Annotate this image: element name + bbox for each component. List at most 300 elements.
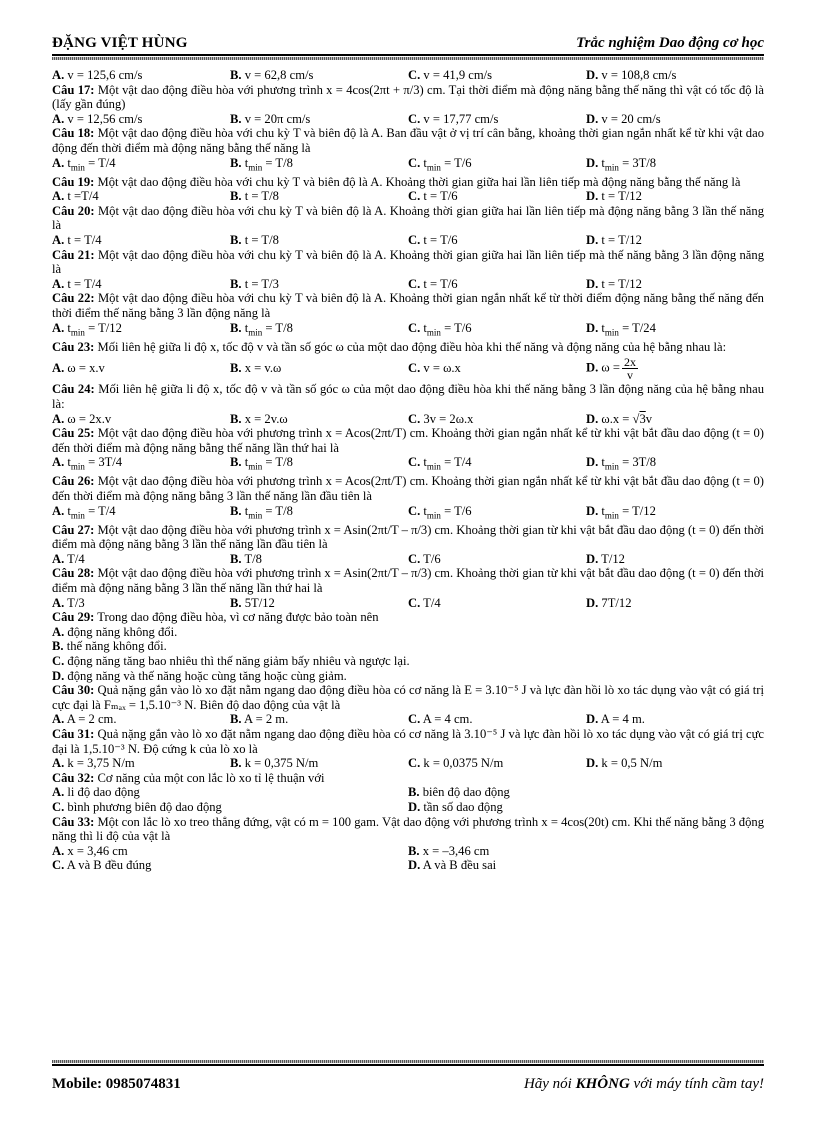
answer-row (52, 277, 764, 292)
option-text: T/3 (67, 595, 85, 610)
question-text: Mối liên hệ giữa li độ x, tốc độ v và tần số góc ω của một dao động điều hòa khi thế năng và động năng của hệ bằng nhau là: (97, 339, 727, 354)
option-text: t (67, 155, 71, 170)
option-text: tần số dao động (423, 799, 503, 814)
question-stem (52, 83, 764, 112)
option-text: v = 125,6 cm/s (67, 68, 143, 82)
option-subscript: min (70, 162, 85, 173)
question-stem (52, 340, 764, 355)
answer-option (230, 455, 408, 474)
option-text: ω.x = √ (601, 411, 640, 426)
option-radicand: 3 (639, 411, 646, 426)
answer-row (52, 189, 764, 204)
option-tail: = T/6 (440, 320, 472, 335)
option-letter: B. (230, 155, 242, 170)
answer-option (52, 552, 230, 567)
answer-option (586, 356, 764, 381)
answer-row (52, 455, 764, 474)
question-stem (52, 382, 764, 411)
answer-row (52, 68, 764, 83)
question-block (52, 610, 764, 683)
option-text: v = 20π cm/s (244, 111, 311, 126)
option-letter: B. (230, 595, 242, 610)
answer-option (586, 233, 764, 248)
option-fraction (622, 356, 638, 381)
answer-option (408, 189, 586, 204)
option-subscript: min (248, 510, 263, 521)
option-text: t = T/4 (67, 276, 102, 291)
option-letter: D. (586, 551, 599, 566)
option-letter: A. (52, 843, 65, 858)
question-block (52, 68, 764, 83)
option-letter: D. (586, 503, 599, 518)
question-block (52, 523, 764, 567)
question-block (52, 382, 764, 426)
answer-option (230, 233, 408, 248)
footer-rule (52, 1064, 764, 1066)
question-stem (52, 474, 764, 503)
question-number: Câu 22: (52, 291, 95, 306)
question-block (52, 340, 764, 383)
answer-option (408, 712, 586, 727)
question-block (52, 291, 764, 339)
option-subscript: min (426, 327, 441, 338)
option-text: t = T/6 (423, 189, 458, 204)
option-text: v = 108,8 cm/s (601, 68, 677, 82)
option-letter: C. (408, 503, 421, 518)
question-text: Một vật dao động điều hòa với phương trình x = Acos(2πt/T) cm. Khoảng thời gian ngắn nhất kể từ khi vật bắt đầu dao động (t = 0) đến thời điểm mà động năng bằng 3 lần thế năng lần đầu tiên là (52, 474, 764, 503)
answer-option (408, 800, 764, 815)
question-stem (52, 566, 764, 595)
option-letter: B. (230, 233, 242, 248)
fraction-denominator: v (626, 367, 633, 382)
question-stem (52, 426, 764, 455)
answer-option (52, 712, 230, 727)
answer-row (52, 156, 764, 175)
option-text: A và B đều sai (422, 858, 497, 873)
option-letter: D. (586, 68, 599, 82)
answer-option (586, 756, 764, 771)
option-letter: B. (230, 111, 242, 126)
option-subscript: min (604, 510, 619, 521)
option-letter: C. (408, 189, 421, 204)
question-number: Câu 32: (52, 770, 95, 785)
answer-option (52, 844, 408, 859)
question-block (52, 83, 764, 127)
question-text: Một vật dao động điều hòa với chu kỳ T và biên độ là A. Khoảng thời gian giữa hai lần liên tiếp mà thế năng bằng 3 lần động năng là (52, 247, 764, 277)
option-text: A = 4 cm. (422, 712, 473, 727)
option-tail: = T/8 (262, 155, 293, 170)
option-letter: D. (586, 595, 599, 610)
option-text: t = T/12 (601, 233, 642, 248)
question-block (52, 683, 764, 727)
option-letter: A. (52, 111, 65, 126)
answer-row (52, 354, 764, 382)
option-text: x = v.ω (244, 361, 282, 376)
option-subscript: min (604, 461, 619, 472)
option-letter: B. (230, 411, 242, 426)
option-text: t =T/4 (67, 189, 99, 204)
fraction-numerator: 2x (623, 354, 636, 369)
question-number: Câu 17: (52, 82, 95, 97)
option-letter: B. (52, 639, 64, 654)
option-text: t (244, 503, 249, 518)
question-stem (52, 126, 764, 155)
option-text: T/8 (244, 551, 262, 566)
option-tail: = T/4 (440, 455, 472, 470)
answer-option (230, 756, 408, 771)
option-letter: A. (52, 503, 65, 518)
option-text: t (601, 155, 605, 170)
option-subscript: min (248, 162, 263, 173)
answer-row (52, 800, 764, 815)
option-letter: D. (408, 858, 421, 873)
answer-option (230, 361, 408, 376)
option-text: t (244, 455, 249, 470)
option-letter: C. (408, 155, 421, 170)
option-text: t = T/12 (601, 276, 642, 291)
answer-option (408, 156, 586, 175)
answer-option (230, 596, 408, 611)
option-letter: D. (586, 276, 599, 291)
answer-option (586, 412, 764, 427)
question-block (52, 815, 764, 873)
answer-option (408, 321, 586, 340)
question-text: Một vật dao động điều hòa với phương trình x = Acos(2πt/T) cm. Khoảng thời gian ngắn nhất kể từ khi vật bắt đầu dao động (t = 0) đến thời điểm mà động năng bằng thế năng lần thứ hai là (52, 426, 764, 455)
option-text: t = T/12 (601, 189, 642, 204)
option-text: v = 41,9 cm/s (423, 68, 493, 82)
option-letter: D. (586, 155, 599, 170)
option-letter: A. (52, 189, 65, 204)
option-letter: D. (586, 455, 599, 470)
answer-row (52, 321, 764, 340)
option-letter: A. (52, 712, 65, 727)
option-text: v = 12,56 cm/s (67, 111, 143, 126)
option-subscript: min (70, 327, 85, 338)
option-subscript: min (426, 162, 441, 173)
option-tail: v (645, 411, 653, 426)
answer-option (408, 361, 586, 376)
option-letter: A. (52, 361, 65, 376)
option-text: A = 2 m. (244, 712, 289, 727)
answer-option (52, 858, 408, 873)
answer-row (52, 412, 764, 427)
answer-option (52, 189, 230, 204)
option-subscript: min (70, 461, 85, 472)
answer-option (408, 504, 586, 523)
option-text: t = T/6 (423, 233, 458, 248)
answer-option (52, 277, 230, 292)
answer-row (52, 233, 764, 248)
option-text: T/12 (601, 551, 625, 566)
option-text: k = 0,375 N/m (244, 756, 319, 771)
question-number: Câu 21: (52, 247, 95, 262)
answer-row (52, 112, 764, 127)
answer-option (52, 800, 408, 815)
question-stem (52, 815, 764, 844)
option-subscript: min (248, 327, 263, 338)
question-number: Câu 28: (52, 566, 95, 581)
footer-slogan: Hãy nói KHÔNG với máy tính cầm tay! (523, 1075, 764, 1092)
answer-option (230, 68, 408, 83)
option-letter: A. (52, 785, 65, 800)
answer-row (52, 858, 764, 873)
question-text: Một vật dao động điều hòa với chu kỳ T và biên độ là A. Khoảng thời gian giữa hai lần liên tiếp mà động năng bằng 3 lần thế năng là (52, 203, 764, 233)
option-letter: B. (408, 785, 420, 800)
answer-row (52, 712, 764, 727)
question-text: Mối liên hệ giữa li độ x, tốc độ v và tần số góc ω của một dao động điều hòa khi thế năng bằng 3 lần động năng của hệ bằng nhau là: (52, 382, 764, 411)
option-text: t (244, 155, 249, 170)
answer-option (586, 68, 764, 83)
question-text: Một vật dao động điều hòa với chu kỳ T và biên độ là A. Khoảng thời gian ngắn nhất kể từ thời điểm động năng bằng thế năng đến thời điểm thế năng bằng 3 lần động năng là (52, 291, 764, 321)
answer-option (230, 189, 408, 204)
option-letter: A. (52, 624, 65, 639)
answer-option (586, 189, 764, 204)
answer-option (586, 455, 764, 474)
answer-option (230, 412, 408, 427)
answer-option (52, 756, 230, 771)
option-tail: = 3T/8 (618, 455, 657, 470)
option-text: 5T/12 (244, 595, 275, 610)
option-letter: C. (408, 551, 421, 566)
question-stem (52, 291, 764, 320)
option-letter: C. (408, 455, 421, 470)
document-subject: Trắc nghiệm Dao động cơ học (576, 35, 764, 51)
option-letter: D. (586, 712, 599, 727)
mobile-number: Mobile: 0985074831 (52, 1075, 181, 1092)
option-letter: D. (586, 189, 599, 204)
option-letter: D. (586, 320, 599, 335)
question-text: Quả nặng gắn vào lò xo đặt nằm ngang dao động điều hòa có cơ năng là 3.10⁻⁵ J và lực đàn hồi lò xo tác dụng vào vật có giá trị cực đại là 1,5.10⁻³ N. Độ cứng k của lò xo là (52, 727, 764, 756)
option-text: t = T/4 (67, 233, 102, 248)
option-tail: = 3T/8 (618, 155, 657, 170)
answer-option (230, 156, 408, 175)
option-text: t (601, 455, 605, 470)
option-text: li độ dao động (67, 785, 140, 800)
option-text: t = T/8 (244, 233, 279, 248)
option-text: ω = x.v (67, 361, 105, 376)
option-letter: B. (230, 712, 242, 727)
option-text: bình phương biên độ dao động (67, 799, 222, 814)
option-letter: D. (586, 233, 599, 248)
option-text: t (601, 503, 605, 518)
option-text: t (67, 320, 71, 335)
answer-option (230, 504, 408, 523)
option-text: t (244, 320, 249, 335)
answer-option (586, 156, 764, 175)
answer-option (52, 412, 230, 427)
option-letter: A. (52, 595, 65, 610)
option-letter: A. (52, 233, 65, 248)
option-text: A và B đều đúng (66, 858, 152, 873)
option-text: k = 3,75 N/m (67, 756, 135, 771)
option-text: k = 0,0375 N/m (423, 756, 504, 771)
answer-option (52, 455, 230, 474)
option-letter: A. (52, 155, 65, 170)
question-block (52, 248, 764, 292)
footer-hatch (52, 1060, 764, 1063)
answer-option (408, 277, 586, 292)
answer-option (408, 844, 764, 859)
question-number: Câu 25: (52, 426, 95, 441)
option-letter: B. (230, 503, 242, 518)
answer-option (230, 112, 408, 127)
answer-option (52, 68, 230, 83)
question-text: Một vật dao động điều hòa với chu kỳ T và biên độ là A. Ban đầu vật ở vị trí cân bằng, khoảng thời gian ngắn nhất kể từ khi vật dao động đến thời điểm mà động năng bằng thế năng là (52, 126, 764, 155)
question-number: Câu 30: (52, 683, 95, 698)
option-text: ω = (601, 360, 620, 375)
question-text: Một vật dao động điều hòa với phương trình x = Asin(2πt/T – π/3) cm. Khoảng thời gian từ khi vật bắt đầu dao động (t = 0) đến thời điểm mà động năng bằng 3 lần thế năng lần thứ hai là (52, 566, 764, 596)
answer-option (408, 756, 586, 771)
answer-option (586, 277, 764, 292)
question-list (52, 68, 764, 873)
question-stem (52, 204, 764, 233)
option-letter: C. (52, 799, 65, 814)
option-letter: B. (230, 320, 242, 335)
question-number: Câu 26: (52, 474, 95, 489)
answer-option (52, 639, 167, 654)
option-text: t = T/3 (244, 276, 279, 291)
question-block (52, 474, 764, 522)
option-letter: C. (52, 858, 65, 873)
option-letter: A. (52, 320, 65, 335)
answer-option (586, 504, 764, 523)
answer-option (230, 552, 408, 567)
answer-option (52, 233, 230, 248)
question-stem (52, 175, 764, 190)
option-letter: A. (52, 68, 65, 82)
option-letter: D. (586, 111, 599, 126)
option-letter: C. (408, 111, 421, 126)
option-subscript: min (248, 461, 263, 472)
question-block (52, 771, 764, 815)
option-letter: B. (230, 68, 242, 82)
option-letter: C. (408, 595, 421, 610)
question-text: Một vật dao động điều hòa với phương trình x = Asin(2πt/T – π/3) cm. Khoảng thời gian từ khi vật bắt đầu dao động (t = 0) đến thời điểm mà động năng bằng 3 lần thế năng lần đầu tiên là (52, 522, 764, 552)
question-stem (52, 683, 764, 712)
answer-option (586, 596, 764, 611)
option-letter: B. (230, 276, 242, 291)
answer-option (230, 321, 408, 340)
answer-option (408, 552, 586, 567)
option-text: x = 2v.ω (244, 411, 288, 426)
answer-option (52, 112, 230, 127)
answer-option (52, 361, 230, 376)
answer-option (52, 596, 230, 611)
option-letter: A. (52, 551, 65, 566)
option-text: t (601, 320, 605, 335)
answer-row (52, 504, 764, 523)
answer-option (586, 712, 764, 727)
answer-option (586, 112, 764, 127)
option-tail: = T/8 (262, 455, 293, 470)
answer-row (52, 552, 764, 567)
option-subscript: min (604, 162, 619, 173)
answer-option (52, 669, 347, 684)
answer-row (52, 756, 764, 771)
option-tail: = T/8 (262, 320, 293, 335)
option-text: T/6 (423, 551, 441, 566)
option-letter: C. (408, 276, 421, 291)
option-text: v = 20 cm/s (601, 111, 661, 126)
option-text: v = ω.x (423, 361, 461, 376)
option-text: t (423, 320, 427, 335)
option-letter: C. (408, 712, 421, 727)
option-text: t (423, 455, 427, 470)
option-letter: D. (52, 668, 65, 683)
option-text: 3v = 2ω.x (423, 411, 474, 426)
question-block (52, 204, 764, 248)
answer-option (52, 785, 408, 800)
option-subscript: min (70, 510, 85, 521)
option-letter: B. (230, 756, 242, 771)
option-letter: A. (52, 411, 65, 426)
option-letter: D. (586, 360, 599, 375)
answer-option (52, 654, 410, 669)
question-number: Câu 19: (52, 174, 95, 189)
answer-option (52, 321, 230, 340)
question-block (52, 175, 764, 204)
answer-row (52, 844, 764, 859)
answer-option (408, 858, 764, 873)
option-tail: = T/4 (84, 155, 116, 170)
option-tail: = T/6 (440, 503, 472, 518)
answer-option (408, 112, 586, 127)
question-stem (52, 523, 764, 552)
header-rule (52, 54, 764, 56)
option-text: k = 0,5 N/m (601, 756, 663, 771)
option-letter: B. (230, 189, 242, 204)
option-text: T/4 (423, 595, 441, 610)
question-number: Câu 23: (52, 339, 95, 354)
question-stem (52, 610, 764, 625)
answer-option (52, 504, 230, 523)
option-text: v = 62,8 cm/s (244, 68, 314, 82)
option-letter: A. (52, 276, 65, 291)
header-hatch (52, 57, 764, 60)
option-subscript: min (426, 510, 441, 521)
option-text: ω = 2x.v (67, 411, 112, 426)
option-letter: C. (408, 233, 421, 248)
answer-option (408, 785, 764, 800)
question-text: Một vật dao động điều hòa với phương trình x = 4cos(2πt + π/3) cm. Tại thời điểm mà động năng bằng thế năng thì vật có tốc độ là (lấy gần đúng) (52, 82, 764, 112)
option-letter: C. (52, 654, 65, 669)
answer-option (408, 596, 586, 611)
option-letter: B. (230, 455, 242, 470)
question-number: Câu 27: (52, 522, 95, 537)
question-number: Câu 33: (52, 814, 95, 829)
page-header (52, 32, 764, 52)
answer-option (586, 321, 764, 340)
question-text: Một vật dao động điều hòa với chu kỳ T và biên độ là A. Khoảng thời gian giữa hai lần liên tiếp mà động năng bằng thế năng là (97, 174, 741, 189)
option-text: t (67, 455, 71, 470)
option-text: thế năng không đổi. (66, 639, 167, 654)
answer-row (52, 654, 764, 669)
option-text: t (423, 503, 427, 518)
option-letter: D. (408, 799, 421, 814)
answer-option (408, 68, 586, 83)
option-letter: C. (408, 411, 421, 426)
question-block (52, 566, 764, 610)
option-text: động năng tăng bao nhiêu thì thế năng giảm bấy nhiêu và ngược lại. (67, 654, 410, 669)
answer-row (52, 625, 764, 640)
option-letter: D. (586, 756, 599, 771)
question-stem (52, 771, 764, 786)
option-text: động năng và thế năng hoặc cùng tăng hoặc cùng giảm. (67, 668, 347, 683)
question-block (52, 126, 764, 174)
answer-option (408, 455, 586, 474)
option-letter: A. (52, 756, 65, 771)
option-text: t (423, 155, 427, 170)
